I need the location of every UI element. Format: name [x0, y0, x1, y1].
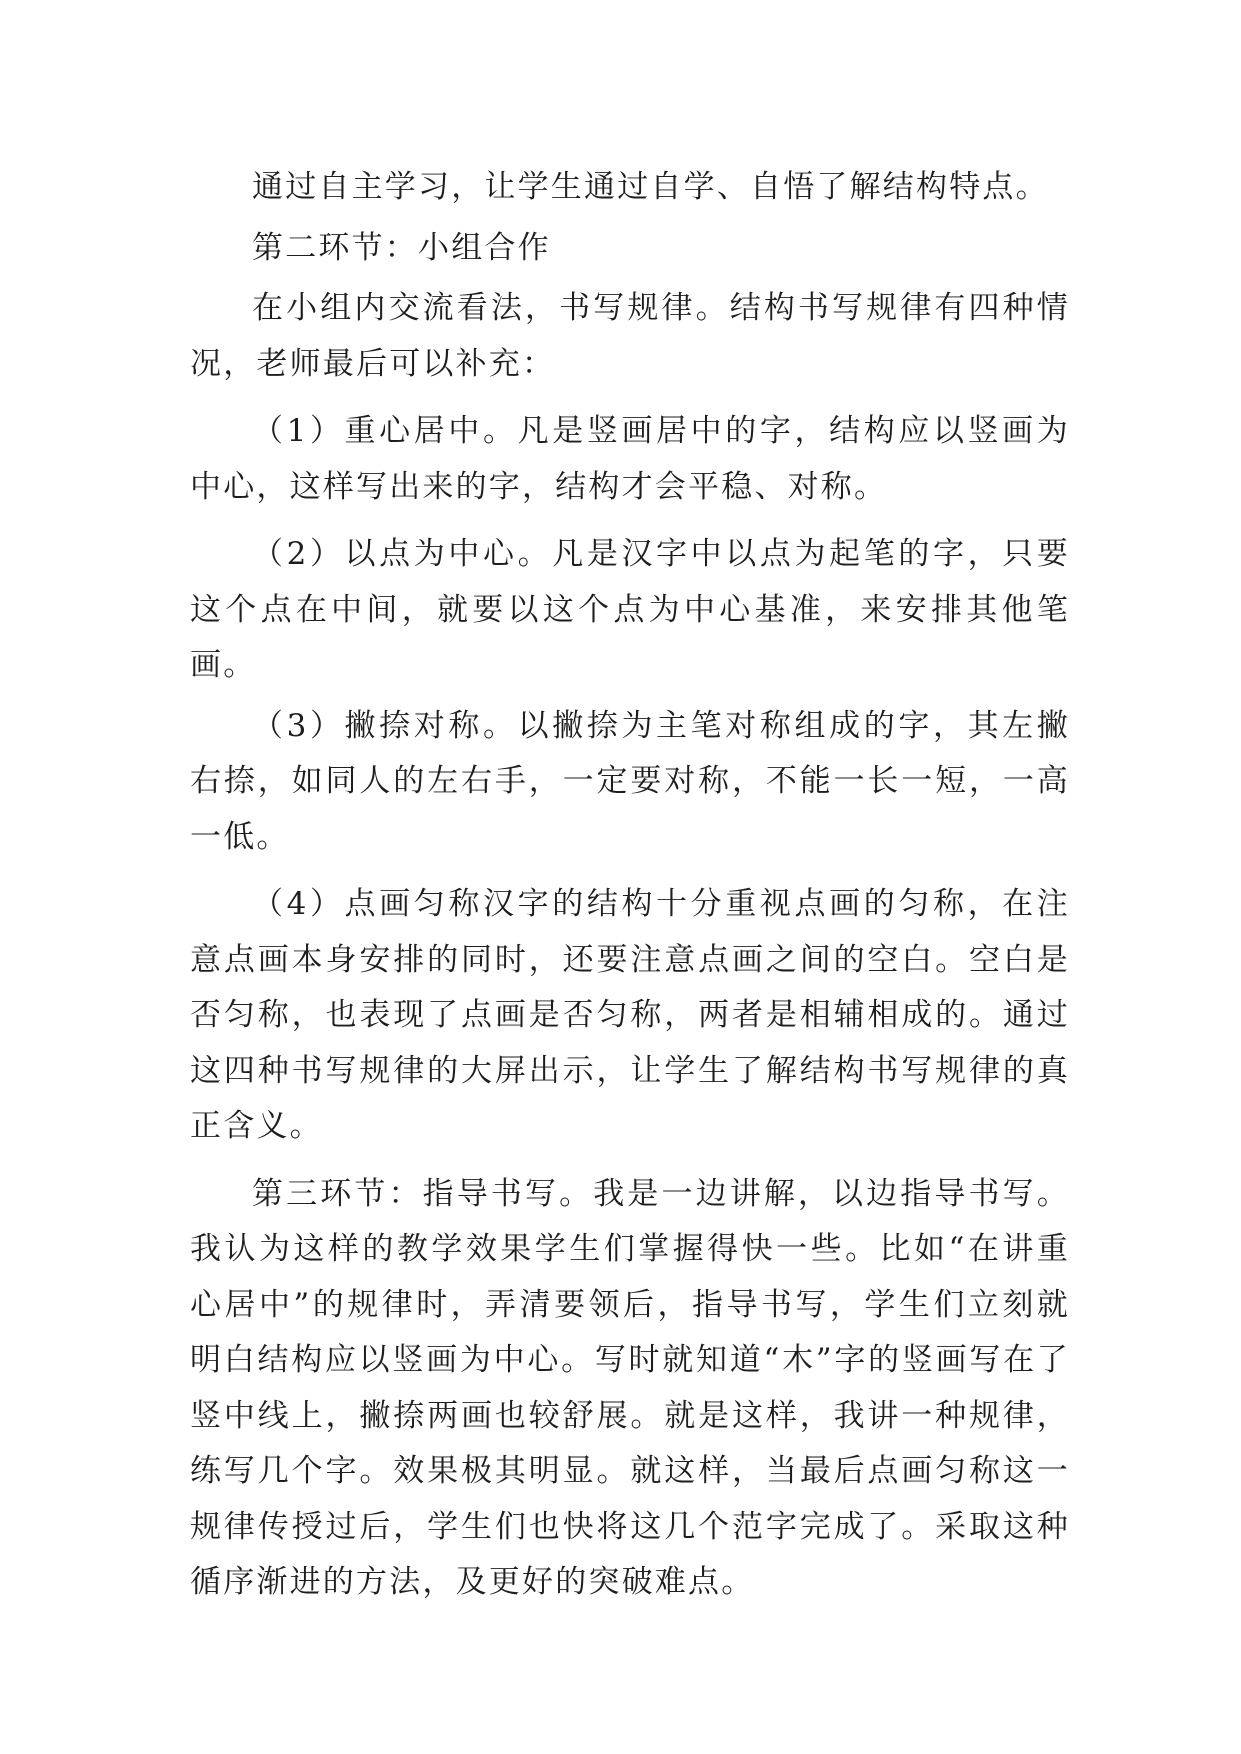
- paragraph-rule-4: （4）点画匀称汉字的结构十分重视点画的匀称，在注意点画本身安排的同时，还要注意点画之间的空白。空白是否匀称，也表现了点画是否匀称，两者是相辅相成的。通过这四种书写规律的大屏出示，让学生了解结构书写规律的真正含义。: [190, 886, 1070, 1144]
- paragraph-rule-1: （1）重心居中。凡是竖画居中的字，结构应以竖画为中心，这样写出来的字，结构才会平稳、对称。: [190, 413, 1070, 505]
- paragraph-group-discussion: 在小组内交流看法，书写规律。结构书写规律有四种情况，老师最后可以补充：: [190, 290, 1070, 382]
- paragraph-rule-3: （3）撇捺对称。以撇捺为主笔对称组成的字，其左撇右捺，如同人的左右手，一定要对称，不能一长一短，一高一低。: [190, 707, 1070, 855]
- paragraph-rule-2: （2）以点为中心。凡是汉字中以点为起笔的字，只要这个点在中间，就要以这个点为中心基准，来安排其他笔画。: [190, 536, 1070, 683]
- paragraph-section-three: 第三环节：指导书写。我是一边讲解，以边指导书写。我认为这样的教学效果学生们掌握得快一些。比如“在讲重心居中”的规律时，弄清要领后，指导书写，学生们立刻就明白结构应以竖画为中心。写时就知道“木”字的竖画写在了竖中线上，撇捺两画也较舒展。就是这样，我讲一种规律，练写几个字。效果极其明显。就这样，当最后点画匀称这一规律传授过后，学生们也快将这几个范字完成了。采取这种循序渐进的方法，及更好的突破难点。: [190, 1175, 1070, 1600]
- paragraph-self-study: 通过自主学习，让学生通过自学、自悟了解结构特点。: [252, 169, 1049, 205]
- document-body: [190, 160, 1070, 1611]
- paragraph-section-two-heading: 第二环节：小组合作: [252, 229, 551, 266]
